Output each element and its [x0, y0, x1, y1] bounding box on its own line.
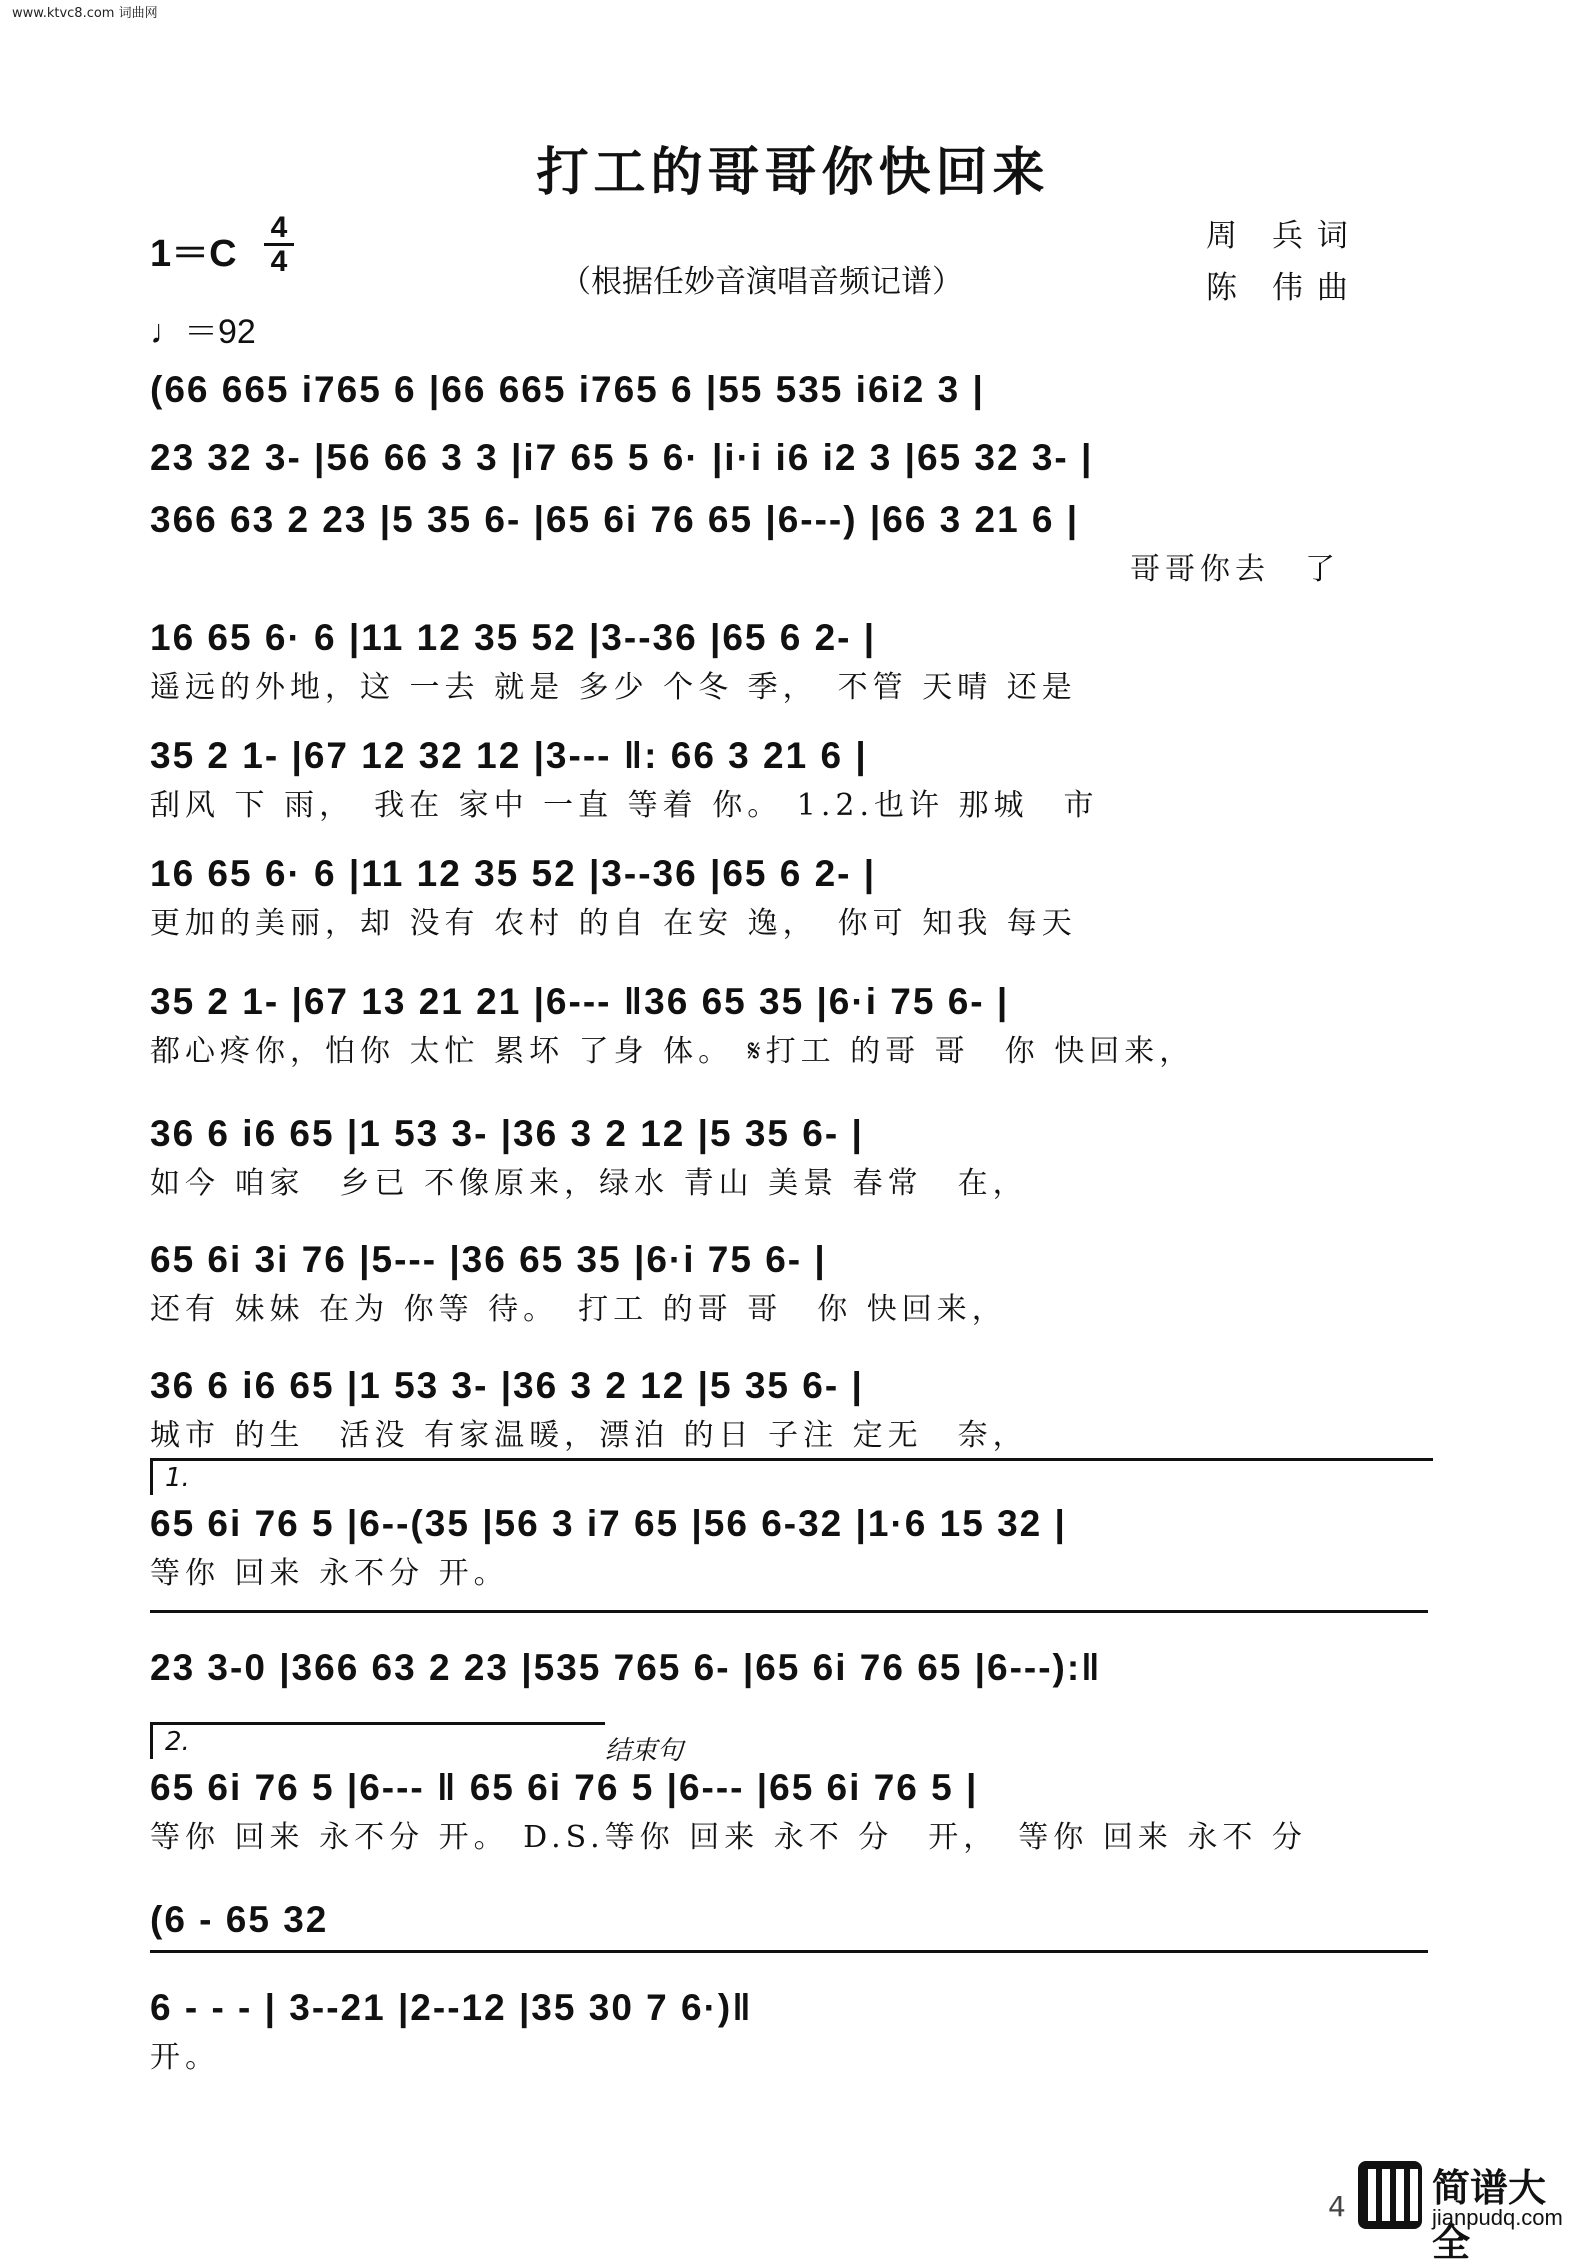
piano-keys-icon	[1358, 2161, 1422, 2229]
score-line-6	[150, 846, 1440, 946]
score-line-13	[150, 1760, 1440, 1860]
page-mark: 4	[1328, 2190, 1346, 2223]
notes: 36 6 i6 65 |1 53 3- |36 3 2 12 |5 35 6- |	[150, 1113, 864, 1154]
notes: (66 665 i765 6 |66 665 i765 6 |55 535 i6i2 3 |	[150, 369, 985, 410]
volta-1-bracket	[150, 1458, 1433, 1495]
score-line-11	[150, 1496, 1440, 1596]
lyrics: 哥哥你去 了	[1130, 552, 1340, 587]
source-watermark: www.ktvc8.com 词曲网	[12, 6, 158, 21]
key-signature: 1＝C	[150, 233, 237, 275]
song-title: 打工的哥哥你快回来	[536, 142, 1050, 203]
notes: 36 6 i6 65 |1 53 3- |36 3 2 12 |5 35 6- |	[150, 1365, 864, 1406]
lyrics: 还有 妹妹 在为 你等 待。 打工 的哥 哥 你 快回来，	[150, 1292, 1007, 1327]
score-line-14	[150, 1892, 1440, 1948]
lyrics: 遥远的外地，这 一去 就是 多少 个冬 季， 不管 天晴 还是	[150, 670, 1077, 705]
lyrics: 如今 咱家 乡已 不像原来，绿水 青山 美景 春常 在，	[150, 1166, 1028, 1201]
score-line-10	[150, 1358, 1440, 1458]
notes: 6 - - - | 3--21 |2--12 |35 30 7 6·)‖	[150, 1987, 753, 2028]
score-line-9	[150, 1232, 1440, 1332]
time-signature	[264, 212, 294, 277]
site-logo	[1342, 2155, 1576, 2265]
subtitle: （根据任妙音演唱音频记谱）	[560, 264, 963, 300]
notes: 65 6i 76 5 |6--- ‖ 65 6i 76 5 |6--- |65 6i 76 5 |	[150, 1767, 979, 1808]
score-line-4	[150, 610, 1440, 710]
notes: 65 6i 76 5 |6--(35 |56 3 i7 65 |56 6-32 |1·6 15 32 |	[150, 1503, 1067, 1544]
score-line-5	[150, 728, 1440, 828]
notes: 35 2 1- |67 13 21 21 |6--- ‖36 65 35 |6·i 75 6- |	[150, 981, 1010, 1022]
lyrics: 更加的美丽，却 没有 农村 的自 在安 逸， 你可 知我 每天	[150, 906, 1077, 941]
composer-credit: 陈 伟 曲	[1206, 270, 1350, 306]
volta-2-label: 2.	[165, 1727, 190, 1757]
logo-name: 简谱大全	[1432, 2166, 1547, 2265]
notes: (6 - 65 32	[150, 1899, 329, 1940]
score-line-15	[150, 1980, 1440, 2080]
volta-2-bracket	[150, 1722, 605, 1759]
tempo-marking: ♩＝92	[150, 313, 256, 351]
score-line-12	[150, 1640, 1440, 1696]
notes: 23 32 3- |56 66 3 3 |i7 65 5 6· |i·i i6 i2 3 |65 32 3- |	[150, 437, 1094, 478]
notes: 35 2 1- |67 12 32 12 |3--- ‖: 66 3 21 6 |	[150, 735, 868, 776]
notes: 65 6i 3i 76 |5--- |36 65 35 |6·i 75 6- |	[150, 1239, 827, 1280]
lyrics: 开。	[150, 2040, 220, 2075]
volta-1-label: 1.	[165, 1463, 190, 1493]
score-line-7	[150, 974, 1440, 1074]
ending-label: 结束句	[605, 1736, 684, 1766]
lyrics: 城市 的生 活没 有家温暖，漂泊 的日 子注 定无 奈，	[150, 1418, 1028, 1453]
system-rule	[150, 1950, 1428, 1953]
score-line-3	[150, 492, 1440, 592]
score-line-2	[150, 430, 1440, 486]
lyrics: 等你 回来 永不分 开。	[150, 1556, 509, 1591]
lyrics: 刮风 下 雨， 我在 家中 一直 等着 你。 1.2.也许 那城 市	[150, 788, 1099, 823]
system-rule	[150, 1610, 1428, 1613]
time-top: 4	[270, 211, 288, 244]
score-line-1	[150, 362, 1440, 418]
lyrics: 都心疼你，怕你 太忙 累坏 了身 体。 𝄋打工 的哥 哥 你 快回来，	[150, 1034, 1195, 1069]
logo-url: jianpudq.com	[1432, 2205, 1563, 2230]
notes: 366 63 2 23 |5 35 6- |65 6i 76 65 |6---) |66 3 21 6 |	[150, 499, 1080, 540]
notes: 23 3-0 |366 63 2 23 |535 765 6- |65 6i 76 65 |6---):‖	[150, 1647, 1102, 1688]
time-bottom: 4	[264, 243, 294, 277]
score-line-8	[150, 1106, 1440, 1206]
notes: 16 65 6· 6 |11 12 35 52 |3--36 |65 6 2- |	[150, 617, 877, 658]
lyrics: 等你 回来 永不分 开。 D.S.等你 回来 永不 分 开， 等你 回来 永不 分	[150, 1820, 1307, 1855]
notes: 16 65 6· 6 |11 12 35 52 |3--36 |65 6 2- |	[150, 853, 877, 894]
lyricist-credit: 周 兵 词	[1206, 218, 1350, 254]
